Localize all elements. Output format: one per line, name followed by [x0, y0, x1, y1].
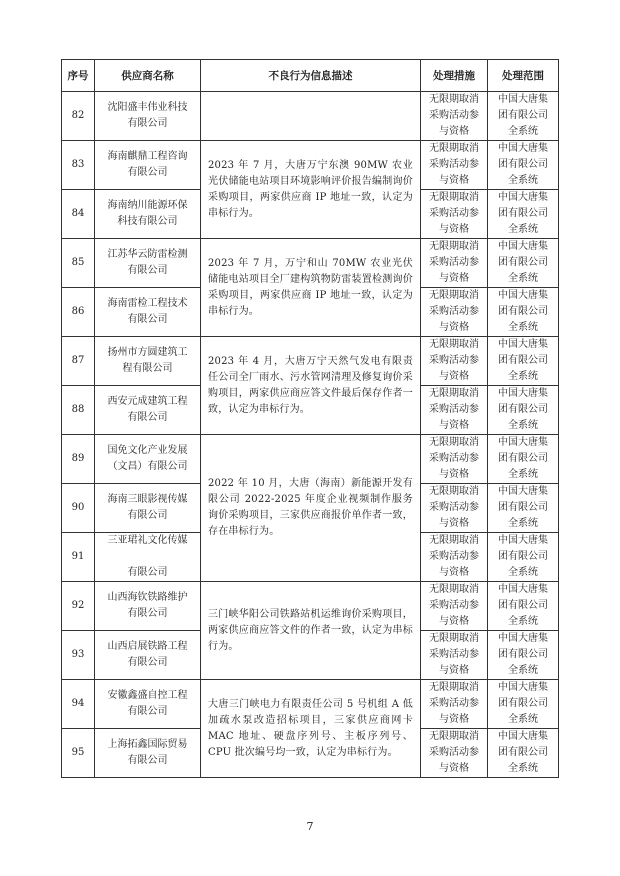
- table-header-row: [62, 60, 559, 92]
- supplier-name: 上海拓鑫国际贸易 有限公司: [95, 729, 201, 778]
- scope-cell: 中国大唐集 团有限公司 全系统: [488, 729, 559, 778]
- scope-cell: 中国大唐集 团有限公司 全系统: [488, 92, 559, 141]
- measure-cell: 无限期取消 采购活动参 与资格: [421, 582, 488, 631]
- supplier-name: 江苏华云防雷检测 有限公司: [95, 239, 201, 288]
- description-cell: [201, 92, 421, 141]
- description-cell: 大唐三门峡电力有限责任公司 5 号机组 A 低加疏水泵改造招标项目，三家供应商网卡 MAC 地址、硬盘序列号、主板序列号、CPU 批次编号均一致，认定为串标行为。: [201, 680, 421, 778]
- scope-cell: 中国大唐集 团有限公司 全系统: [488, 582, 559, 631]
- measure-cell: 无限期取消 采购活动参 与资格: [421, 680, 488, 729]
- row-no: 88: [62, 386, 95, 435]
- description-cell: 2023 年 4 月，大唐万宁天然气发电有限责任公司全厂雨水、污水管网清理及修复询价采购项目，两家供应商应答文件最后保存作者一致，认定为串标行为。: [201, 337, 421, 435]
- row-no: 94: [62, 680, 95, 729]
- row-no: 83: [62, 141, 95, 190]
- row-no: 91: [62, 533, 95, 582]
- scope-cell: 中国大唐集 团有限公司 全系统: [488, 386, 559, 435]
- supplier-name: 沈阳盛丰伟业科技 有限公司: [95, 92, 201, 141]
- table-row: [62, 92, 559, 141]
- scope-cell: 中国大唐集 团有限公司 全系统: [488, 141, 559, 190]
- description-cell: 2022 年 10 月，大唐（海南）新能源开发有限公司 2022-2025 年度企业视频制作服务询价采购项目，三家供应商报价单作者一致，存在串标行为。: [201, 435, 421, 582]
- scope-cell: 中国大唐集 团有限公司 全系统: [488, 337, 559, 386]
- supplier-name: 海南纳川能源环保 科技有限公司: [95, 190, 201, 239]
- measure-cell: 无限期取消 采购活动参 与资格: [421, 435, 488, 484]
- description-cell: 三门峡华阳公司铁路站机运维询价采购项目，两家供应商应答文件的作者一致，认定为串标行为。: [201, 582, 421, 680]
- measure-cell: 无限期取消 采购活动参 与资格: [421, 190, 488, 239]
- supplier-name: 山西海钦铁路维护 有限公司: [95, 582, 201, 631]
- supplier-name: 安徽鑫盛自控工程 有限公司: [95, 680, 201, 729]
- row-no: 82: [62, 92, 95, 141]
- measure-cell: 无限期取消 采购活动参 与资格: [421, 386, 488, 435]
- description-cell: 2023 年 7 月，大唐万宁东澳 90MW 农业光伏储能电站项目环境影响评价报告编制询价采购项目，两家供应商 IP 地址一致，认定为串标行为。: [201, 141, 421, 239]
- description-cell: 2023 年 7 月，万宁和山 70MW 农业光伏储能电站项目全厂建构筑物防雷装置检测询价采购项目，两家供应商 IP 地址一致，认定为串标行为。: [201, 239, 421, 337]
- supplier-name: 国免文化产业发展 （文昌）有限公司: [95, 435, 201, 484]
- measure-cell: 无限期取消 采购活动参 与资格: [421, 141, 488, 190]
- measure-cell: 无限期取消 采购活动参 与资格: [421, 337, 488, 386]
- header-supplier: 供应商名称: [95, 60, 201, 92]
- table-row: [62, 435, 559, 484]
- table-row: [62, 141, 559, 190]
- scope-cell: 中国大唐集 团有限公司 全系统: [488, 484, 559, 533]
- scope-cell: 中国大唐集 团有限公司 全系统: [488, 239, 559, 288]
- row-no: 85: [62, 239, 95, 288]
- row-no: 92: [62, 582, 95, 631]
- scope-cell: 中国大唐集 团有限公司 全系统: [488, 435, 559, 484]
- measure-cell: 无限期取消 采购活动参 与资格: [421, 239, 488, 288]
- row-no: 95: [62, 729, 95, 778]
- scope-cell: 中国大唐集 团有限公司 全系统: [488, 533, 559, 582]
- table-row: [62, 337, 559, 386]
- measure-cell: 无限期取消 采购活动参 与资格: [421, 92, 488, 141]
- table-row: [62, 582, 559, 631]
- scope-cell: 中国大唐集 团有限公司 全系统: [488, 190, 559, 239]
- header-scope: 处理范围: [488, 60, 559, 92]
- header-no: 序号: [62, 60, 95, 92]
- row-no: 90: [62, 484, 95, 533]
- measure-cell: 无限期取消 采购活动参 与资格: [421, 288, 488, 337]
- supplier-name: 三亚珺礼文化传媒 有限公司: [95, 533, 201, 582]
- header-description: 不良行为信息描述: [201, 60, 421, 92]
- supplier-name: 扬州市方圆建筑工 程有限公司: [95, 337, 201, 386]
- supplier-name: 西安元成建筑工程 有限公司: [95, 386, 201, 435]
- measure-cell: 无限期取消 采购活动参 与资格: [421, 484, 488, 533]
- row-no: 86: [62, 288, 95, 337]
- measure-cell: 无限期取消 采购活动参 与资格: [421, 729, 488, 778]
- scope-cell: 中国大唐集 团有限公司 全系统: [488, 680, 559, 729]
- row-no: 84: [62, 190, 95, 239]
- scope-cell: 中国大唐集 团有限公司 全系统: [488, 288, 559, 337]
- measure-cell: 无限期取消 采购活动参 与资格: [421, 533, 488, 582]
- supplier-name: 海南三眼影视传媒 有限公司: [95, 484, 201, 533]
- table-row: [62, 239, 559, 288]
- header-measure: 处理措施: [421, 60, 488, 92]
- measure-cell: 无限期取消 采购活动参 与资格: [421, 631, 488, 680]
- page-number: 7: [306, 820, 314, 833]
- supplier-name: 海南麒鼎工程咨询 有限公司: [95, 141, 201, 190]
- table-row: [62, 680, 559, 729]
- supplier-name: 山西启展铁路工程 有限公司: [95, 631, 201, 680]
- row-no: 93: [62, 631, 95, 680]
- row-no: 89: [62, 435, 95, 484]
- row-no: 87: [62, 337, 95, 386]
- scope-cell: 中国大唐集 团有限公司 全系统: [488, 631, 559, 680]
- supplier-name: 海南雷检工程技术 有限公司: [95, 288, 201, 337]
- misconduct-table: [61, 59, 559, 778]
